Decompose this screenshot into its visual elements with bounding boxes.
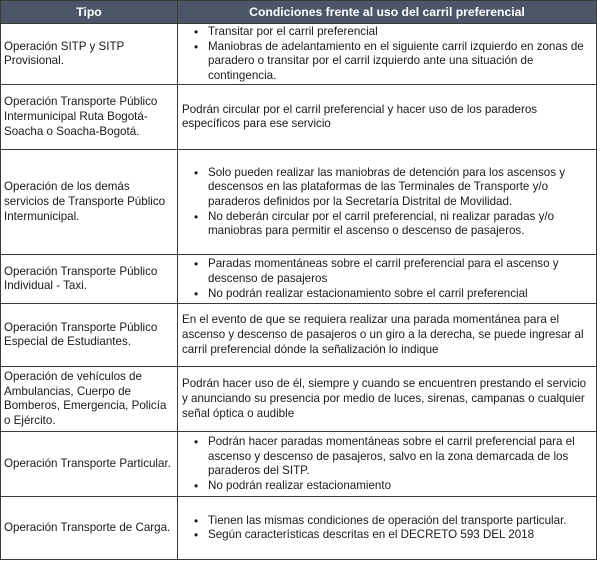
cell-tipo: Operación Transporte Público Individual - Taxi. xyxy=(1,255,178,304)
cell-condiciones xyxy=(178,24,597,85)
bullet-item: • No podrán realizar estacionamiento xyxy=(194,479,593,494)
cell-tipo: Operación Transporte Público Especial de Estudiantes. xyxy=(1,304,178,367)
table-row xyxy=(1,497,597,560)
cell-condiciones: Podrán hacer uso de él, siempre y cuando se encuentren prestando el servicio y anunciando su presencia por medio de luces, sirenas, campanas o cualquier señal óptica o audible xyxy=(178,367,597,432)
table-row xyxy=(1,304,597,367)
cell-condiciones xyxy=(178,150,597,255)
header-tipo: Tipo xyxy=(1,1,178,24)
cell-condiciones: Podrán circular por el carril preferencial y hacer uso de los paraderos específicos para ese servicio xyxy=(178,85,597,150)
bullet-item: • Tienen las mismas condiciones de operación del transporte particular. xyxy=(194,514,593,529)
table-row xyxy=(1,255,597,304)
cell-tipo: Operación de vehículos de Ambulancias, Cuerpo de Bomberos, Emergencia, Policía o Ejército. xyxy=(1,367,178,432)
cell-tipo: Operación Transporte de Carga. xyxy=(1,497,178,560)
table-row xyxy=(1,85,597,150)
bullet-item: • No deberán circular por el carril preferencial, ni realizar paradas y/o maniobras para permitir el ascenso o descenso de pasajeros. xyxy=(194,210,593,239)
bullet-list xyxy=(182,435,593,493)
bullet-list xyxy=(182,166,593,239)
cell-tipo: Operación Transporte Particular. xyxy=(1,432,178,497)
bullet-item: • Transitar por el carril preferencial xyxy=(194,25,593,40)
bullet-list xyxy=(182,25,593,83)
header-row xyxy=(1,1,597,24)
cell-condiciones xyxy=(178,432,597,497)
bullet-item: • Solo pueden realizar las maniobras de detención para los ascensos y descensos en las plataformas de las Terminales de Transporte y/o paraderos definidos por la Secretaría Distrital de Movilidad. xyxy=(194,166,593,210)
bullet-list xyxy=(182,514,593,543)
bullet-item: • No podrán realizar estacionamiento sobre el carril preferencial xyxy=(194,287,593,302)
bullet-list xyxy=(182,257,593,301)
header-condiciones: Condiciones frente al uso del carril preferencial xyxy=(178,1,597,24)
table-row xyxy=(1,150,597,255)
bullet-item: • Paradas momentáneas sobre el carril preferencial para el ascenso y descenso de pasajeros xyxy=(194,257,593,286)
table-row xyxy=(1,432,597,497)
bullet-item: • Podrán hacer paradas momentáneas sobre el carril preferencial para el ascenso y descenso de pasajeros, salvo en la zona demarcada de los paraderos del SITP. xyxy=(194,435,593,479)
cell-condiciones: En el evento de que se requiera realizar una parada momentánea para el ascenso y descenso de pasajeros o un giro a la derecha, se puede ingresar al carril preferencial dónde la señalización lo indique xyxy=(178,304,597,367)
bullet-item: • Según características descritas en el DECRETO 593 DEL 2018 xyxy=(194,528,593,543)
cell-tipo: Operación SITP y SITP Provisional. xyxy=(1,24,178,85)
table-row xyxy=(1,367,597,432)
bullet-item: • Maniobras de adelantamiento en el siguiente carril izquierdo en zonas de paradero o transitar por el carril izquierdo ante una situación de contingencia. xyxy=(194,40,593,84)
cell-condiciones xyxy=(178,497,597,560)
table-row xyxy=(1,24,597,85)
cell-condiciones xyxy=(178,255,597,304)
cell-tipo: Operación Transporte Público Intermunicipal Ruta Bogotá-Soacha o Soacha-Bogotá. xyxy=(1,85,178,150)
cell-tipo: Operación de los demás servicios de Transporte Público Intermunicipal. xyxy=(1,150,178,255)
